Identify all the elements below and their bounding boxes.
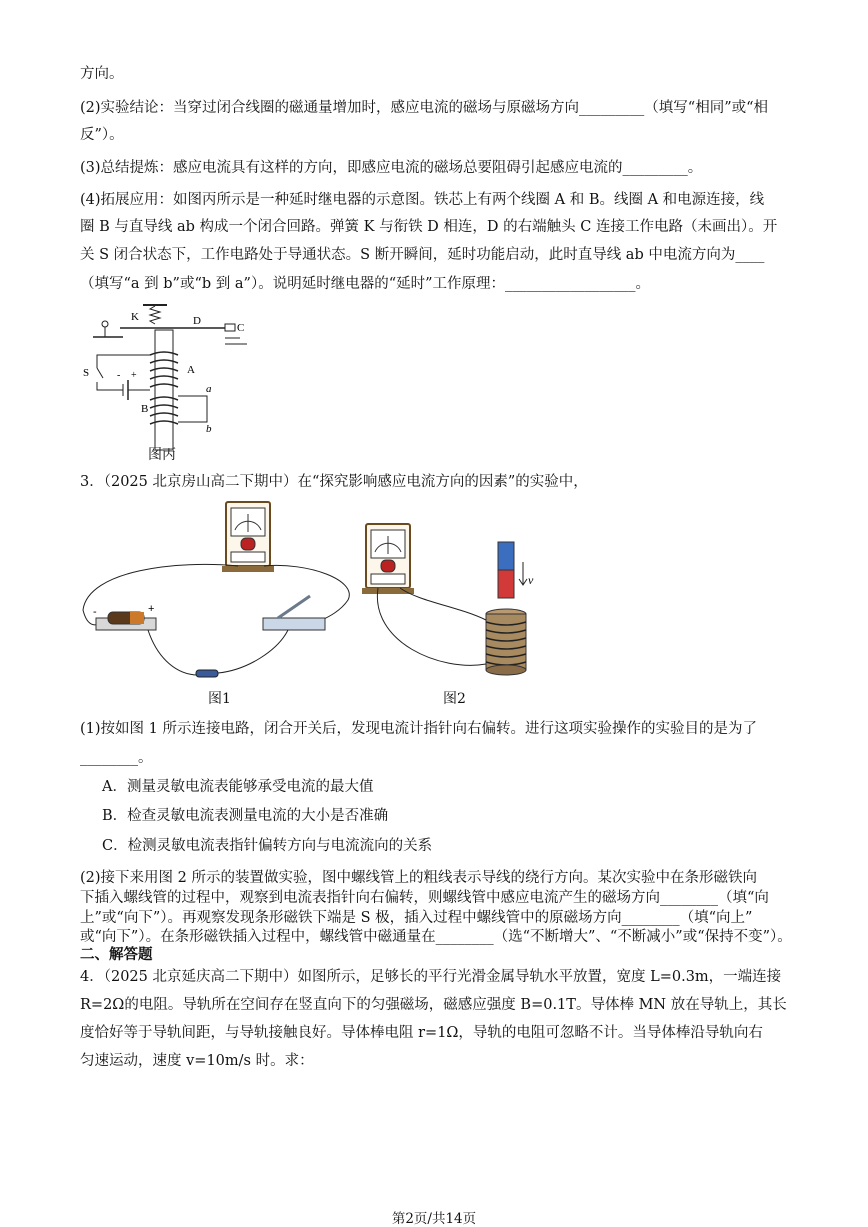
label-s: S xyxy=(83,367,90,379)
figure-2-solenoid xyxy=(360,522,550,687)
text-line: 匀速运动，速度 v=10m/s 时。求： xyxy=(80,1053,314,1069)
text-line: 或“向下”）。在条形磁铁插入过程中，螺线管中磁通量在________（选“不断增大”、“不断减小”或“保持不变”）。 xyxy=(80,929,792,945)
section-heading: 二、解答题 xyxy=(80,946,153,963)
text-line: 圈 B 与直导线 ab 构成一个闭合回路。弹簧 K 与衔铁 D 相连，D 的右端触头 C 连接工作电路（未画出）。开 xyxy=(80,219,778,235)
option-b: B．检查灵敏电流表测量电流的大小是否准确 xyxy=(102,808,389,824)
label-k: K xyxy=(131,311,139,323)
label-a: A xyxy=(187,364,195,376)
text-line: 关 S 闭合状态下，工作电路处于导通状态。S 断开瞬间，延时功能启动，此时直导线 ab 中电流方向为____ xyxy=(80,247,765,263)
text-line: R=2Ω的电阻。导轨所在空间存在竖直向下的匀强磁场，磁感应强度 B=0.1T。导体棒 MN 放在导轨上，其长 xyxy=(80,997,787,1013)
label-battery-plus: + xyxy=(148,603,155,615)
text-line: (2)实验结论：当穿过闭合线圈的磁通量增加时，感应电流的磁场与原磁场方向_________（填写“相同”或“相 xyxy=(80,100,769,116)
figure-caption-relay: 图丙 xyxy=(148,447,176,463)
option-a: A．测量灵敏电流表能够承受电流的最大值 xyxy=(102,779,374,795)
label-wire-b: b xyxy=(206,423,212,435)
text-line: (2)接下来用图 2 所示的装置做实验，图中螺线管上的粗线表示导线的绕行方向。某次实验中在条形磁铁向 xyxy=(80,870,757,886)
text-line: 3．（2025 北京房山高二下期中）在“探究影响感应电流方向的因素”的实验中， xyxy=(80,474,588,490)
figure-caption-2: 图2 xyxy=(443,691,466,707)
label-plus: + xyxy=(131,370,137,381)
label-velocity: v xyxy=(528,573,534,587)
relay-diagram xyxy=(75,300,255,465)
page-footer: 第2页/共14页 xyxy=(391,1211,477,1227)
text-line: 上”或“向下”）。再观察发现条形磁铁下端是 S 极，插入过程中螺线管中的原磁场方向________（填“向上” xyxy=(80,910,753,926)
text-line: （填写“a 到 b”或“b 到 a”）。说明延时继电器的“延时”工作原理：__________________。 xyxy=(80,276,651,292)
text-line: 反”）。 xyxy=(80,127,124,143)
figure-1-circuit xyxy=(78,500,378,685)
text-line: 方向。 xyxy=(80,66,124,82)
text-line: 度恰好等于导轨间距，与导轨接触良好。导体棒电阻 r=1Ω，导轨的电阻可忽略不计。当导体棒沿导轨向右 xyxy=(80,1025,763,1041)
label-minus: - xyxy=(117,370,121,381)
text-line: (3)总结提炼：感应电流具有这样的方向，即感应电流的磁场总要阻碍引起感应电流的_________。 xyxy=(80,160,703,176)
text-line: 下插入螺线管的过程中，观察到电流表指针向右偏转，则螺线管中感应电流产生的磁场方向________（填“向 xyxy=(80,890,769,906)
label-d: D xyxy=(193,315,201,327)
label-b: B xyxy=(141,403,149,415)
text-line: (4)拓展应用：如图丙所示是一种延时继电器的示意图。铁芯上有两个线圈 A 和 B。线圈 A 和电源连接，线 xyxy=(80,192,765,208)
text-line: ________。 xyxy=(80,750,153,766)
label-wire-a: a xyxy=(206,383,212,395)
text-line: (1)按如图 1 所示连接电路，闭合开关后，发现电流计指针向右偏转。进行这项实验操作的实验目的是为了 xyxy=(80,721,757,737)
figure-caption-1: 图1 xyxy=(208,691,231,707)
label-battery-minus: - xyxy=(93,606,97,618)
text-line: 4．（2025 北京延庆高二下期中）如图所示，足够长的平行光滑金属导轨水平放置，宽度 L=0.3m，一端连接 xyxy=(80,969,782,985)
option-c: C．检测灵敏电流表指针偏转方向与电流流向的关系 xyxy=(102,838,433,854)
label-c: C xyxy=(237,322,245,334)
